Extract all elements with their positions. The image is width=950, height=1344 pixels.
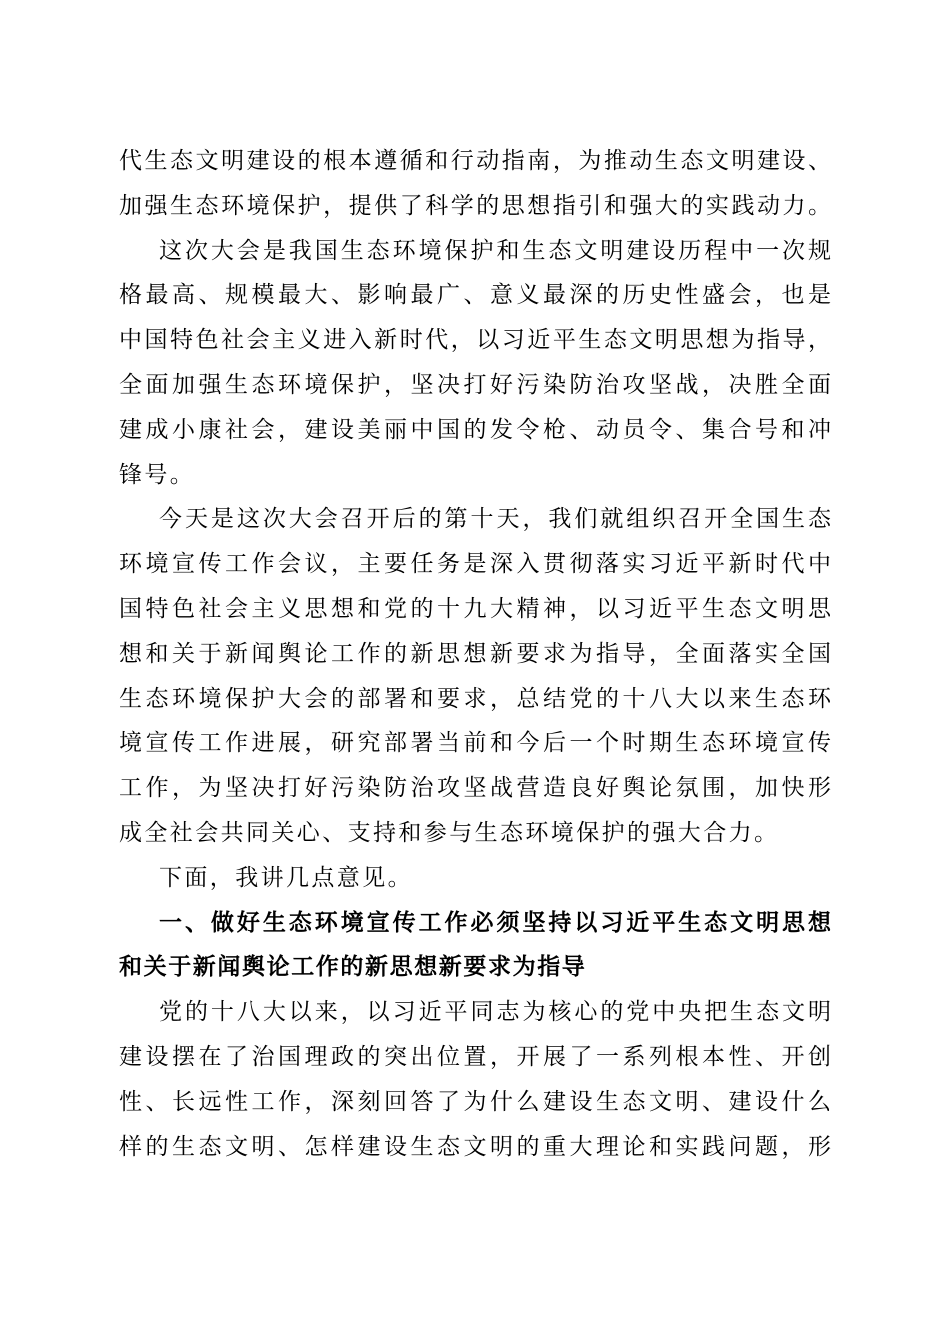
text-line: 建设摆在了治国理政的突出位置，开展了一系列根本性、开创 bbox=[119, 1043, 831, 1070]
text-line: 格最高、规模最大、影响最广、意义最深的历史性盛会，也是 bbox=[119, 282, 831, 309]
text-line: 这次大会是我国生态环境保护和生态文明建设历程中一次规 bbox=[159, 237, 831, 264]
text-line: 想和关于新闻舆论工作的新思想新要求为指导，全面落实全国 bbox=[119, 640, 831, 667]
paragraph-continuation bbox=[119, 139, 831, 229]
text-line: 样的生态文明、怎样建设生态文明的重大理论和实践问题，形 bbox=[119, 1133, 831, 1160]
text-line: 加强生态环境保护，提供了科学的思想指引和强大的实践动力。 bbox=[119, 192, 831, 219]
text-line: 今天是这次大会召开后的第十天，我们就组织召开全国生态 bbox=[159, 506, 831, 533]
text-line: 全面加强生态环境保护，坚决打好污染防治攻坚战，决胜全面 bbox=[119, 371, 831, 398]
text-line: 境宣传工作进展，研究部署当前和今后一个时期生态环境宣传 bbox=[119, 730, 831, 757]
text-line: 国特色社会主义思想和党的十九大精神，以习近平生态文明思 bbox=[119, 595, 831, 622]
paragraph bbox=[119, 990, 831, 1169]
heading-line: 一、做好生态环境宣传工作必须坚持以习近平生态文明思想 bbox=[159, 909, 831, 936]
section-heading bbox=[119, 901, 831, 991]
text-line: 建成小康社会，建设美丽中国的发令枪、动员令、集合号和冲 bbox=[119, 416, 831, 443]
heading-line: 和关于新闻舆论工作的新思想新要求为指导 bbox=[119, 954, 587, 981]
text-line: 环境宣传工作会议，主要任务是深入贯彻落实习近平新时代中 bbox=[119, 551, 831, 578]
document-body bbox=[119, 139, 831, 1169]
text-line: 代生态文明建设的根本遵循和行动指南，为推动生态文明建设、 bbox=[119, 148, 831, 174]
text-line: 锋号。 bbox=[119, 461, 196, 488]
text-line: 党的十八大以来，以习近平同志为核心的党中央把生态文明 bbox=[159, 999, 831, 1026]
paragraph bbox=[119, 856, 831, 901]
paragraph bbox=[119, 229, 831, 498]
text-line: 性、长远性工作，深刻回答了为什么建设生态文明、建设什么 bbox=[119, 1088, 831, 1115]
text-line: 中国特色社会主义进入新时代，以习近平生态文明思想为指导， bbox=[119, 327, 831, 354]
paragraph bbox=[119, 497, 831, 855]
text-line: 工作，为坚决打好污染防治攻坚战营造良好舆论氛围，加快形 bbox=[119, 775, 831, 802]
text-line: 成全社会共同关心、支持和参与生态环境保护的强大合力。 bbox=[119, 819, 780, 846]
text-line: 下面，我讲几点意见。 bbox=[159, 864, 413, 891]
text-line: 生态环境保护大会的部署和要求，总结党的十八大以来生态环 bbox=[119, 685, 831, 712]
